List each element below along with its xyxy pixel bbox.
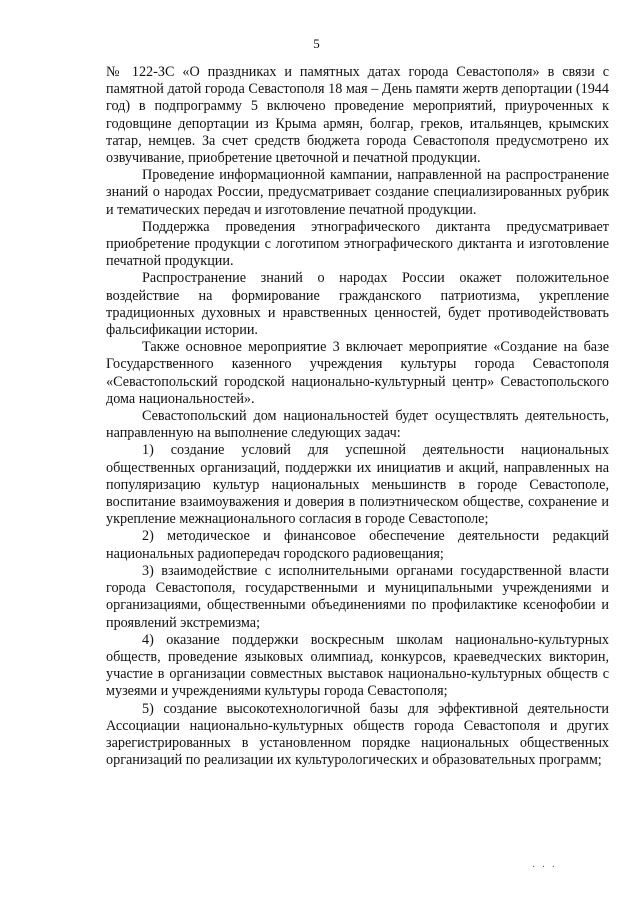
paragraph-3: Поддержка проведения этнографического диктанта предусматривает приобретение продукции с логотипом этнографического диктанта и изготовление печатной продукции. xyxy=(106,218,609,270)
page-number: 5 xyxy=(313,36,320,51)
paragraph-4: Распространение знаний о народах России окажет положительное воздействие на формирование гражданского патриотизма, укрепление традиционных духовных и нравственных ценностей, будет противодействовать фальсификации истории. xyxy=(106,270,609,339)
paragraph-6: Севастопольский дом национальностей будет осуществлять деятельность, направленную на выполнение следующих задач: xyxy=(106,408,609,442)
task-item-2: 2) методическое и финансовое обеспечение деятельности редакций национальных радиопередач городского радиовещания; xyxy=(106,528,609,562)
task-item-1: 1) создание условий для успешной деятельности национальных общественных организаций, поддержки их инициатив и акций, направленных на популяризацию культур национальных меньшинств в городе Севастополе, воспитание взаимоуважения и доверия в полиэтническом обществе, сохранение и укрепление межнационального согласия в городе Севастополе; xyxy=(106,442,609,528)
paragraph-2: Проведение информационной кампании, направленной на распространение знаний о народах России, предусматривает создание специализированных рубрик и тематических передач и изготовление печатной продукции. xyxy=(106,167,609,218)
task-item-3: 3) взаимодействие с исполнительными органами государственной власти города Севастополя, государственными и муниципальными учреждениями и организациями, общественными объединениями по профилактике ксенофобии и проявлений экстремизма; xyxy=(106,562,609,631)
task-item-4: 4) оказание поддержки воскресным школам национально-культурных обществ, проведение языковых олимпиад, конкурсов, краеведческих викторин, участие в организации совместных выставок национально-культурных обществ с музеями и учреждениями культуры города Севастополя; xyxy=(106,631,609,700)
body-text xyxy=(106,64,609,769)
task-item-5: 5) создание высокотехнологичной базы для эффективной деятельности Ассоциации национально-культурных обществ города Севастополя и других зарегистрированных в установленном порядке национальных общественных организаций по реализации их культурологических и образовательных программ; xyxy=(106,700,609,769)
paragraph-5: Также основное мероприятие 3 включает мероприятие «Создание на базе Государственного казенного учреждения культуры города Севастополя «Севастопольский городской национально-культурный центр» Севастопольского дома национальностей». xyxy=(106,339,609,407)
paragraph-1: № 122-ЗС «О праздниках и памятных датах города Севастополя» в связи с памятной датой города Севастополя 18 мая – День памяти жертв депортации (1944 год) в подпрограмму 5 включено проведение мероприятий, приуроченных к годовщине депортации из Крыма армян, болгар, греков, итальянцев, крымских татар, немцев. За счет средств бюджета города Севастополя предусмотрено их озвучивание, приобретение цветочной и печатной продукции. xyxy=(106,64,609,167)
scan-artifact: · · · xyxy=(532,862,557,873)
